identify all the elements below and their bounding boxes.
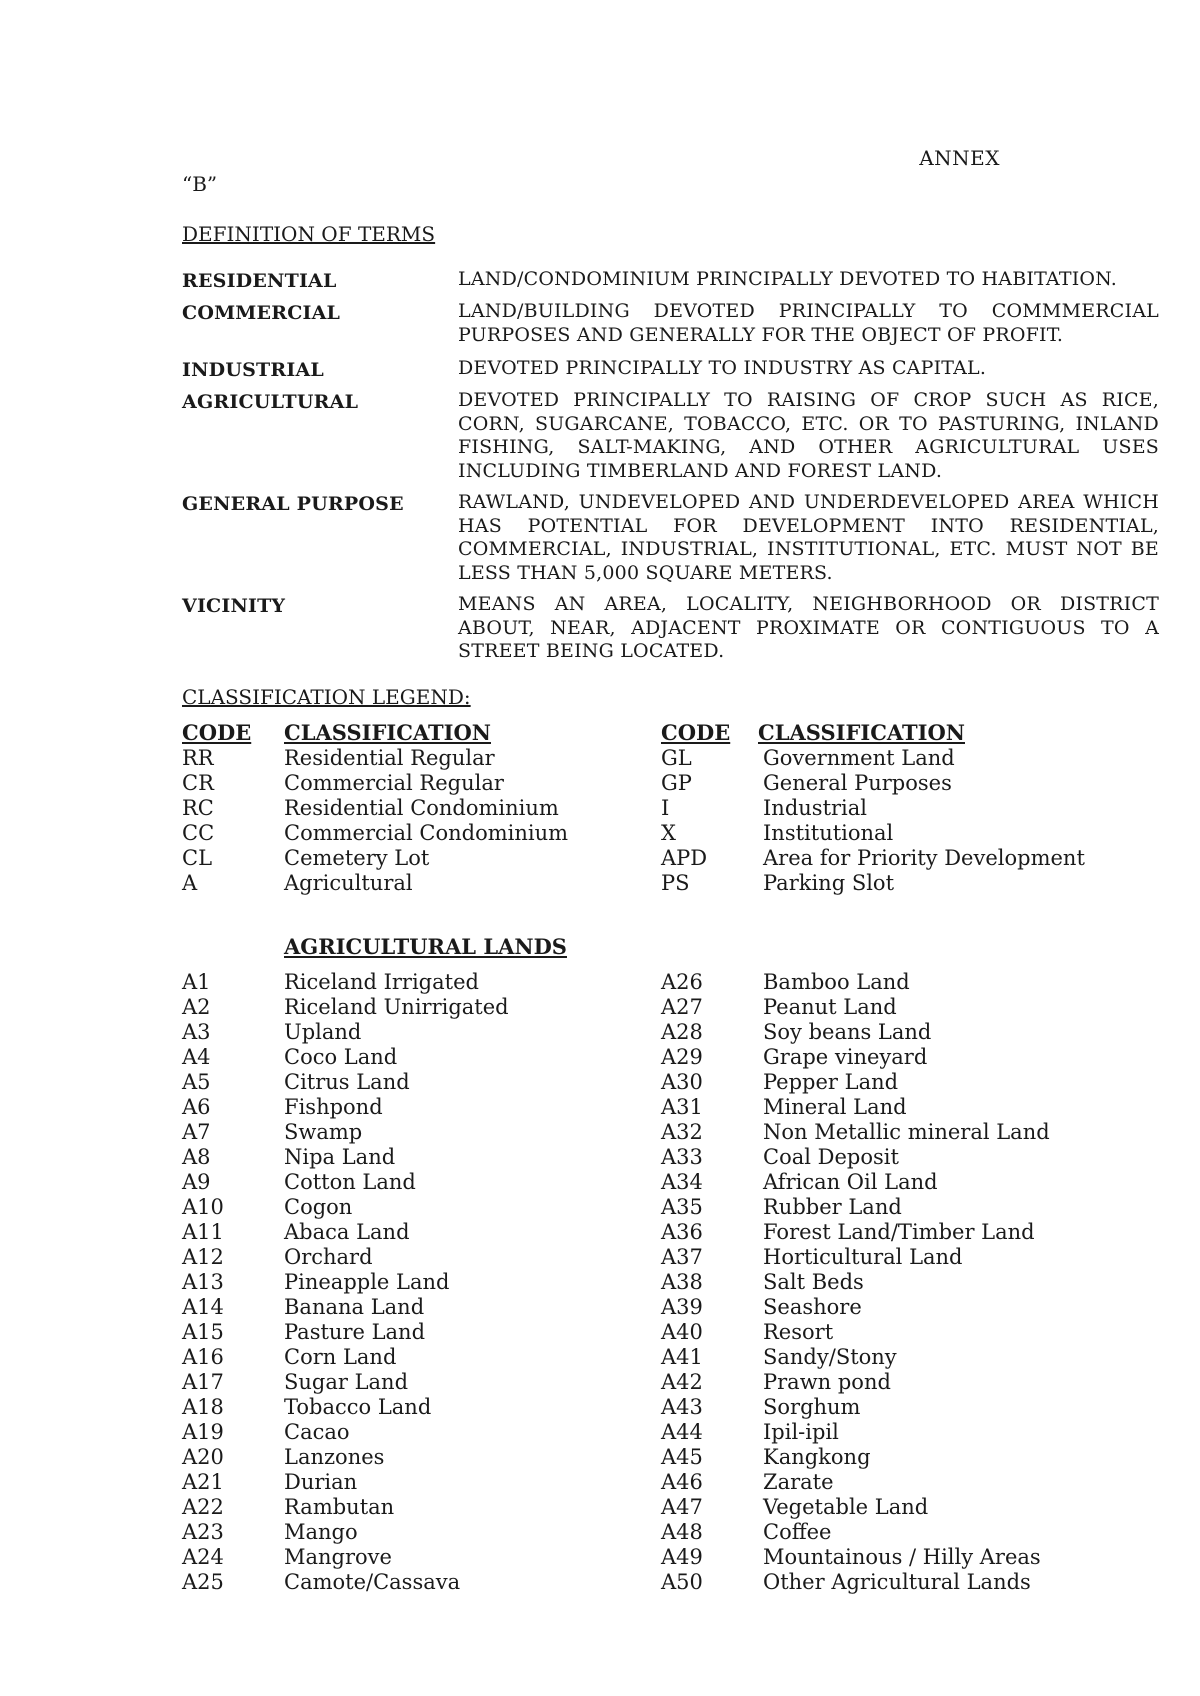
agricultural-right-row bbox=[661, 1545, 1101, 1570]
agricultural-right-code: A46 bbox=[661, 1470, 703, 1494]
agricultural-left-code: A9 bbox=[182, 1170, 211, 1194]
legend-right-row bbox=[661, 746, 1101, 771]
term-agricultural: AGRICULTURAL bbox=[182, 391, 359, 413]
legend-class-header-left: CLASSIFICATION bbox=[284, 720, 491, 745]
agricultural-right-row bbox=[661, 1220, 1101, 1245]
agricultural-left-name: Pineapple Land bbox=[284, 1270, 450, 1294]
agricultural-left-code: A4 bbox=[182, 1045, 211, 1069]
agricultural-left-name: Riceland Irrigated bbox=[284, 970, 479, 994]
agricultural-right-code: A44 bbox=[661, 1420, 703, 1444]
agricultural-left-row bbox=[182, 1020, 622, 1045]
agricultural-right-code: A37 bbox=[661, 1245, 703, 1269]
definitions-title: DEFINITION OF TERMS bbox=[182, 222, 436, 246]
agricultural-right-name: Pepper Land bbox=[763, 1070, 899, 1094]
legend-left-row bbox=[182, 796, 622, 821]
agricultural-right-row bbox=[661, 1020, 1101, 1045]
agricultural-left-row bbox=[182, 1570, 622, 1595]
agricultural-left-row bbox=[182, 1095, 622, 1120]
agricultural-left-name: Cotton Land bbox=[284, 1170, 416, 1194]
agricultural-right-row bbox=[661, 1470, 1101, 1495]
agricultural-title: AGRICULTURAL LANDS bbox=[284, 934, 567, 959]
agricultural-right-code: A36 bbox=[661, 1220, 703, 1244]
definition-commercial: LAND/BUILDING DEVOTED PRINCIPALLY TO COMMMERCIAL PURPOSES AND GENERALLY FOR THE OBJECT OF PROFIT. bbox=[458, 300, 1159, 346]
definition-residential: LAND/CONDOMINIUM PRINCIPALLY DEVOTED TO HABITATION. bbox=[458, 268, 1118, 290]
agricultural-right-code: A32 bbox=[661, 1120, 703, 1144]
agricultural-left-code: A7 bbox=[182, 1120, 211, 1144]
agricultural-left-code: A16 bbox=[182, 1345, 224, 1369]
agricultural-right-row bbox=[661, 1370, 1101, 1395]
agricultural-left-name: Swamp bbox=[284, 1120, 363, 1144]
definition-general-purpose: RAWLAND, UNDEVELOPED AND UNDERDEVELOPED AREA WHICH HAS POTENTIAL FOR DEVELOPMENT INTO RESIDENTIAL, COMMERCIAL, INDUSTRIAL, INSTITUTIONAL, ETC. MUST NOT BE LESS THAN 5,000 SQUARE METERS. bbox=[458, 491, 1159, 584]
agricultural-left-code: A12 bbox=[182, 1245, 224, 1269]
agricultural-right-row bbox=[661, 1495, 1101, 1520]
legend-left-row bbox=[182, 871, 622, 896]
agricultural-left-code: A23 bbox=[182, 1520, 224, 1544]
agricultural-right-code: A41 bbox=[661, 1345, 703, 1369]
agricultural-left-name: Mango bbox=[284, 1520, 358, 1544]
agricultural-right-code: A40 bbox=[661, 1320, 703, 1344]
agricultural-right-name: Ipil-ipil bbox=[763, 1420, 839, 1444]
agricultural-left-code: A22 bbox=[182, 1495, 224, 1519]
agricultural-left-name: Corn Land bbox=[284, 1345, 397, 1369]
agricultural-right-name: Bamboo Land bbox=[763, 970, 910, 994]
agricultural-right-code: A35 bbox=[661, 1195, 703, 1219]
agricultural-right-row bbox=[661, 1345, 1101, 1370]
agricultural-left-row bbox=[182, 1270, 622, 1295]
agricultural-right-name: Coffee bbox=[763, 1520, 832, 1544]
legend-class-header-right: CLASSIFICATION bbox=[758, 720, 965, 745]
agricultural-left-row bbox=[182, 1170, 622, 1195]
agricultural-right-row bbox=[661, 1045, 1101, 1070]
agricultural-left-name: Abaca Land bbox=[284, 1220, 410, 1244]
agricultural-right-code: A48 bbox=[661, 1520, 703, 1544]
agricultural-left-row bbox=[182, 1320, 622, 1345]
agricultural-left-row bbox=[182, 1220, 622, 1245]
agricultural-right-code: A38 bbox=[661, 1270, 703, 1294]
agricultural-right-code: A29 bbox=[661, 1045, 703, 1069]
agricultural-right-row bbox=[661, 1070, 1101, 1095]
agricultural-left-name: Sugar Land bbox=[284, 1370, 409, 1394]
agricultural-left-name: Orchard bbox=[284, 1245, 373, 1269]
agricultural-right-name: Vegetable Land bbox=[763, 1495, 929, 1519]
agricultural-left-name: Cogon bbox=[284, 1195, 353, 1219]
agricultural-right-code: A45 bbox=[661, 1445, 703, 1469]
agricultural-left-name: Tobacco Land bbox=[284, 1395, 432, 1419]
agricultural-left-name: Rambutan bbox=[284, 1495, 395, 1519]
agricultural-left-code: A1 bbox=[182, 970, 211, 994]
legend-right-row bbox=[661, 821, 1101, 846]
agricultural-left-row bbox=[182, 1445, 622, 1470]
agricultural-right-name: Non Metallic mineral Land bbox=[763, 1120, 1050, 1144]
agricultural-left-code: A15 bbox=[182, 1320, 224, 1344]
annex-title: ANNEX bbox=[919, 146, 1000, 170]
agricultural-right-name: Other Agricultural Lands bbox=[763, 1570, 1031, 1594]
agricultural-right-row bbox=[661, 1520, 1101, 1545]
term-residential: RESIDENTIAL bbox=[182, 270, 337, 292]
agricultural-left-name: Lanzones bbox=[284, 1445, 385, 1469]
legend-right-code: GL bbox=[661, 746, 692, 770]
agricultural-right-row bbox=[661, 1270, 1101, 1295]
legend-code-header-left: CODE bbox=[182, 720, 252, 745]
legend-right-code: I bbox=[661, 796, 670, 820]
agricultural-right-code: A49 bbox=[661, 1545, 703, 1569]
agricultural-left-name: Upland bbox=[284, 1020, 362, 1044]
agricultural-left-name: Durian bbox=[284, 1470, 358, 1494]
agricultural-left-row bbox=[182, 1345, 622, 1370]
agricultural-left-code: A17 bbox=[182, 1370, 224, 1394]
agricultural-left-row bbox=[182, 970, 622, 995]
legend-code-header-right: CODE bbox=[661, 720, 731, 745]
legend-right-code: X bbox=[661, 821, 676, 845]
agricultural-right-code: A34 bbox=[661, 1170, 703, 1194]
legend-right-name: Area for Priority Development bbox=[763, 846, 1085, 870]
legend-left-row bbox=[182, 821, 622, 846]
agricultural-right-row bbox=[661, 1145, 1101, 1170]
agricultural-left-row bbox=[182, 1370, 622, 1395]
agricultural-right-code: A33 bbox=[661, 1145, 703, 1169]
legend-right-row bbox=[661, 846, 1101, 871]
agricultural-right-code: A31 bbox=[661, 1095, 703, 1119]
agricultural-left-name: Pasture Land bbox=[284, 1320, 426, 1344]
legend-right-name: Parking Slot bbox=[763, 871, 895, 895]
agricultural-right-row bbox=[661, 995, 1101, 1020]
agricultural-left-code: A24 bbox=[182, 1545, 224, 1569]
agricultural-left-code: A20 bbox=[182, 1445, 224, 1469]
agricultural-left-code: A18 bbox=[182, 1395, 224, 1419]
agricultural-right-code: A26 bbox=[661, 970, 703, 994]
agricultural-left-row bbox=[182, 1420, 622, 1445]
agricultural-left-name: Cacao bbox=[284, 1420, 350, 1444]
agricultural-left-code: A6 bbox=[182, 1095, 211, 1119]
agricultural-right-name: Salt Beds bbox=[763, 1270, 864, 1294]
agricultural-right-name: Soy beans Land bbox=[763, 1020, 932, 1044]
legend-left-code: A bbox=[182, 871, 198, 895]
agricultural-right-row bbox=[661, 1195, 1101, 1220]
agricultural-left-row bbox=[182, 1495, 622, 1520]
legend-right-name: Institutional bbox=[763, 821, 894, 845]
agricultural-left-code: A10 bbox=[182, 1195, 224, 1219]
legend-left-code: RR bbox=[182, 746, 214, 770]
agricultural-left-code: A13 bbox=[182, 1270, 224, 1294]
term-industrial: INDUSTRIAL bbox=[182, 359, 324, 381]
agricultural-left-row bbox=[182, 1120, 622, 1145]
term-commercial: COMMERCIAL bbox=[182, 302, 341, 324]
agricultural-right-row bbox=[661, 1245, 1101, 1270]
agricultural-right-row bbox=[661, 1420, 1101, 1445]
legend-right-code: PS bbox=[661, 871, 690, 895]
legend-left-row bbox=[182, 846, 622, 871]
agricultural-right-code: A50 bbox=[661, 1570, 703, 1594]
legend-left-name: Agricultural bbox=[284, 871, 413, 895]
agricultural-right-row bbox=[661, 1295, 1101, 1320]
legend-right-name: Industrial bbox=[763, 796, 867, 820]
legend-left-row bbox=[182, 746, 622, 771]
agricultural-left-row bbox=[182, 1520, 622, 1545]
agricultural-right-code: A42 bbox=[661, 1370, 703, 1394]
agricultural-right-row bbox=[661, 1320, 1101, 1345]
legend-left-name: Residential Regular bbox=[284, 746, 495, 770]
legend-right-row bbox=[661, 771, 1101, 796]
agricultural-right-name: Kangkong bbox=[763, 1445, 871, 1469]
agricultural-left-row bbox=[182, 995, 622, 1020]
agricultural-right-name: Zarate bbox=[763, 1470, 834, 1494]
legend-right-code: GP bbox=[661, 771, 692, 795]
agricultural-left-name: Mangrove bbox=[284, 1545, 392, 1569]
legend-right-name: Government Land bbox=[763, 746, 955, 770]
legend-right-code: APD bbox=[661, 846, 708, 870]
agricultural-left-name: Citrus Land bbox=[284, 1070, 410, 1094]
agricultural-right-name: Mineral Land bbox=[763, 1095, 907, 1119]
agricultural-right-row bbox=[661, 1120, 1101, 1145]
definition-agricultural: DEVOTED PRINCIPALLY TO RAISING OF CROP SUCH AS RICE, CORN, SUGARCANE, TOBACCO, ETC. OR TO PASTURING, INLAND FISHING, SALT-MAKING, AND OTHER AGRICULTURAL USES INCLUDING TIMBERLAND AND FOREST LAND. bbox=[458, 389, 1159, 482]
agricultural-left-name: Banana Land bbox=[284, 1295, 425, 1319]
agricultural-right-row bbox=[661, 1570, 1101, 1595]
legend-right-row bbox=[661, 796, 1101, 821]
agricultural-left-name: Coco Land bbox=[284, 1045, 398, 1069]
legend-left-row bbox=[182, 771, 622, 796]
legend-left-code: CC bbox=[182, 821, 215, 845]
legend-right-row bbox=[661, 871, 1101, 896]
agricultural-left-name: Fishpond bbox=[284, 1095, 383, 1119]
agricultural-left-code: A21 bbox=[182, 1470, 224, 1494]
agricultural-left-row bbox=[182, 1470, 622, 1495]
agricultural-left-code: A19 bbox=[182, 1420, 224, 1444]
legend-left-name: Commercial Regular bbox=[284, 771, 504, 795]
legend-left-code: CL bbox=[182, 846, 213, 870]
agricultural-right-name: Peanut Land bbox=[763, 995, 897, 1019]
agricultural-right-name: Prawn pond bbox=[763, 1370, 891, 1394]
term-vicinity: VICINITY bbox=[182, 595, 286, 617]
legend-left-name: Residential Condominium bbox=[284, 796, 559, 820]
agricultural-left-code: A5 bbox=[182, 1070, 211, 1094]
agricultural-left-name: Nipa Land bbox=[284, 1145, 396, 1169]
legend-left-code: CR bbox=[182, 771, 214, 795]
agricultural-left-row bbox=[182, 1195, 622, 1220]
legend-left-name: Commercial Condominium bbox=[284, 821, 569, 845]
agricultural-right-row bbox=[661, 1395, 1101, 1420]
agricultural-left-code: A2 bbox=[182, 995, 211, 1019]
agricultural-right-code: A43 bbox=[661, 1395, 703, 1419]
legend-title: CLASSIFICATION LEGEND: bbox=[182, 685, 471, 709]
agricultural-right-name: African Oil Land bbox=[763, 1170, 938, 1194]
agricultural-left-row bbox=[182, 1045, 622, 1070]
agricultural-left-code: A8 bbox=[182, 1145, 211, 1169]
agricultural-left-code: A11 bbox=[182, 1220, 224, 1244]
agricultural-right-name: Sandy/Stony bbox=[763, 1345, 897, 1369]
agricultural-right-name: Resort bbox=[763, 1320, 834, 1344]
agricultural-left-code: A25 bbox=[182, 1570, 224, 1594]
agricultural-left-code: A14 bbox=[182, 1295, 224, 1319]
definition-vicinity: MEANS AN AREA, LOCALITY, NEIGHBORHOOD OR DISTRICT ABOUT, NEAR, ADJACENT PROXIMATE OR CONTIGUOUS TO A STREET BEING LOCATED. bbox=[458, 593, 1159, 662]
agricultural-right-name: Grape vineyard bbox=[763, 1045, 928, 1069]
definition-industrial: DEVOTED PRINCIPALLY TO INDUSTRY AS CAPITAL. bbox=[458, 357, 987, 379]
agricultural-right-name: Horticultural Land bbox=[763, 1245, 963, 1269]
agricultural-right-name: Sorghum bbox=[763, 1395, 861, 1419]
agricultural-left-code: A3 bbox=[182, 1020, 211, 1044]
agricultural-left-name: Riceland Unirrigated bbox=[284, 995, 509, 1019]
legend-left-name: Cemetery Lot bbox=[284, 846, 430, 870]
agricultural-right-code: A28 bbox=[661, 1020, 703, 1044]
agricultural-right-row bbox=[661, 1170, 1101, 1195]
agricultural-right-name: Seashore bbox=[763, 1295, 862, 1319]
annex-letter: “B” bbox=[182, 172, 218, 196]
agricultural-left-row bbox=[182, 1545, 622, 1570]
agricultural-left-row bbox=[182, 1245, 622, 1270]
agricultural-left-row bbox=[182, 1395, 622, 1420]
agricultural-right-name: Forest Land/Timber Land bbox=[763, 1220, 1035, 1244]
agricultural-right-code: A27 bbox=[661, 995, 703, 1019]
agricultural-right-code: A47 bbox=[661, 1495, 703, 1519]
agricultural-right-row bbox=[661, 1445, 1101, 1470]
agricultural-right-row bbox=[661, 970, 1101, 995]
agricultural-right-name: Rubber Land bbox=[763, 1195, 902, 1219]
agricultural-left-row bbox=[182, 1295, 622, 1320]
agricultural-right-name: Mountainous / Hilly Areas bbox=[763, 1545, 1041, 1569]
agricultural-left-row bbox=[182, 1070, 622, 1095]
agricultural-right-code: A39 bbox=[661, 1295, 703, 1319]
agricultural-left-row bbox=[182, 1145, 622, 1170]
term-general-purpose: GENERAL PURPOSE bbox=[182, 493, 404, 515]
legend-left-code: RC bbox=[182, 796, 214, 820]
legend-right-name: General Purposes bbox=[763, 771, 952, 795]
agricultural-right-name: Coal Deposit bbox=[763, 1145, 899, 1169]
agricultural-left-name: Camote/Cassava bbox=[284, 1570, 461, 1594]
agricultural-right-row bbox=[661, 1095, 1101, 1120]
agricultural-right-code: A30 bbox=[661, 1070, 703, 1094]
